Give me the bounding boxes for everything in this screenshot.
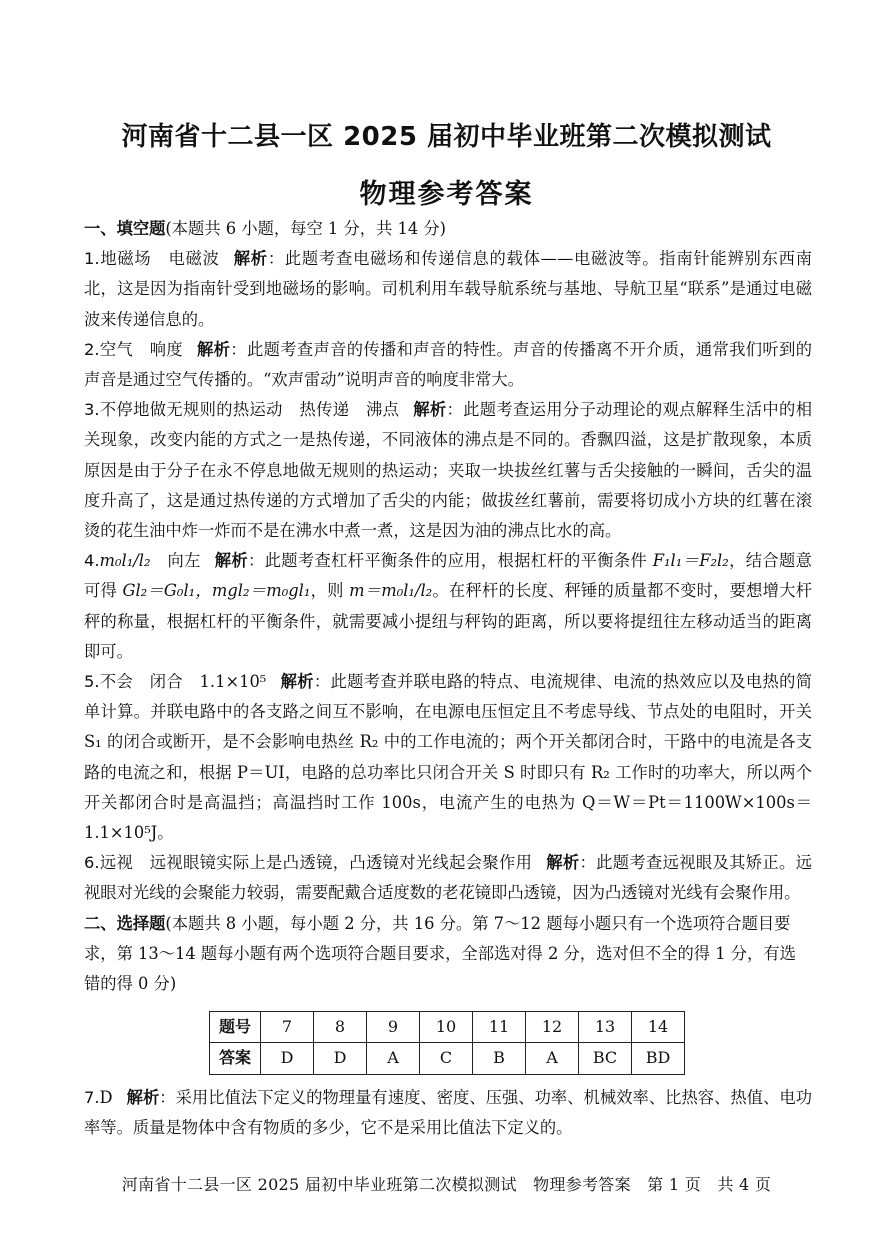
section-note: (本题共 8 小题，每小题 2 分，共 16 分。第 7～12 题每小题只有一个选项符合题目要求，第 13～14 题每小题有两个选项符合题目要求，全部选对得 2 分，选对但不全的得 1 分，有选错的得 0 分) (84, 913, 796, 994)
question-number: 2. (84, 339, 100, 359)
table-cell: BD (632, 1043, 685, 1074)
analysis-text: ，则 (310, 581, 350, 601)
table-cell: 11 (473, 1012, 526, 1043)
answer-body (84, 214, 812, 1143)
question-4 (84, 546, 812, 667)
question-answer: 不会 闭合 1.1×10⁵ (99, 672, 267, 692)
table-cell: A (526, 1043, 579, 1074)
section-name: 一、填空题 (84, 219, 166, 238)
question-5 (84, 667, 812, 848)
exam-title: 河南省十二县一区 2025 届初中毕业班第二次模拟测试 (121, 122, 772, 152)
analysis-label: 解析 (280, 672, 314, 692)
section-name: 二、选择题 (84, 913, 166, 933)
table-cell: C (420, 1043, 473, 1074)
analysis-text: ：此题考查运用分子动理论的观点解释生活中的相关现象，改变内能的方式之一是热传递，不同液体的沸点是不同的。香飘四溢，这是扩散现象，本质原因是由于分子在永不停息地做无规则的热运动；夹取一块拔丝红薯与舌尖接触的一瞬间，舌尖的温度升高了，这是通过热传递的方式增加了舌尖的内能；做拔丝红薯前，需要将切成小方块的红薯在滚烫的花生油中炸一炸而不是在沸水中煮一煮，这是因为油的沸点比水的高。 (84, 400, 812, 541)
analysis-text: ：此题考查杠杆平衡条件的应用，根据杠杆的平衡条件 (247, 551, 653, 571)
question-answer: 地磁场 电磁波 (99, 249, 220, 269)
analysis-label: 解析 (413, 400, 447, 420)
table-cell: D (261, 1043, 314, 1074)
table-row-numbers (210, 1012, 685, 1043)
analysis-text: ：采用比值法下定义的物理量有速度、密度、压强、功率、机械效率、比热容、热值、电功率等。质量是物体中含有物质的多少，它不是采用比值法下定义的。 (84, 1087, 812, 1137)
section-note: (本题共 6 小题，每空 1 分，共 14 分) (165, 219, 446, 238)
table-cell: 8 (314, 1012, 367, 1043)
question-answer: D (99, 1087, 113, 1107)
table-cell: 14 (632, 1012, 685, 1043)
analysis-text: 。在秤杆的长度、秤锤的质量都不变时，要想增大杆秤的称量，根据杠杆的平衡条件，就需要减小提纽与秤钩的距离，所以要将提纽往左移动适当的距离即可。 (84, 581, 812, 661)
question-1 (84, 244, 812, 335)
question-6 (84, 848, 812, 908)
analysis-text: ，结合题意可得 (84, 551, 812, 601)
formula: F₁l₁＝F₂l₂ (652, 551, 729, 571)
question-answer: 远视 远视眼镜实际上是凸透镜，凸透镜对光线起会聚作用 (99, 853, 533, 873)
section-multiple-choice (84, 909, 812, 1000)
table-cell: B (473, 1043, 526, 1074)
page-footer: 河南省十二县一区 2025 届初中毕业班第二次模拟测试 物理参考答案 第 1 页 共 4 页 (121, 1175, 772, 1194)
analysis-text: ：此题考查电磁场和传递信息的载体——电磁波等。指南针能辨别东西南北，这是因为指南针受到地磁场的影响。司机利用车载导航系统与基地、导航卫星“联系”是通过电磁波来传递信息的。 (84, 249, 812, 329)
question-number: 3. (84, 400, 100, 420)
question-answer: 不停地做无规则的热运动 热传递 沸点 (99, 400, 400, 420)
question-2 (84, 335, 812, 395)
analysis-label: 解析 (214, 551, 248, 571)
question-answer: 空气 响度 (99, 339, 184, 359)
analysis-label: 解析 (233, 249, 268, 269)
analysis-label: 解析 (197, 339, 231, 359)
question-number: 4. (84, 551, 100, 571)
table-cell: 10 (420, 1012, 473, 1043)
question-answer: 向左 (150, 551, 201, 571)
analysis-label: 解析 (126, 1087, 160, 1107)
table-header-cell: 答案 (210, 1043, 261, 1074)
question-number: 5. (84, 672, 100, 692)
table-cell: BC (579, 1043, 632, 1074)
analysis-text: ：此题考查并联电路的特点、电流规律、电流的热效应以及电热的简单计算。并联电路中的各支路之间互不影响，在电源电压恒定且不考虑导线、节点处的电阻时，开关 S₁ 的闭合或断开，是不会影响电热丝 R₂ 中的工作电流的；两个开关都闭合时，干路中的电流是各支路的电流之和，根据 P＝UI，电路的总功率比只闭合开关 S 时即只有 R₂ 工作时的功率大，所以两个开关都闭合时是高温挡；高温挡时工作 100s，电流产生的电热为 Q＝W＝Pt＝1100W×100s＝1.1×10⁵J。 (84, 672, 812, 843)
analysis-text: ：此题考查远视眼及其矫正。远视眼对光线的会聚能力较弱，需要配戴合适度数的老花镜即凸透镜，因为凸透镜对光线有会聚作用。 (84, 853, 812, 903)
table-cell: 7 (261, 1012, 314, 1043)
formula: Gl₂＝G₀l₁，mgl₂＝m₀gl₁ (122, 581, 311, 601)
table-cell: 9 (367, 1012, 420, 1043)
table-cell: D (314, 1043, 367, 1074)
question-number: 1. (84, 249, 100, 269)
answer-table (209, 1011, 685, 1074)
question-number: 7. (84, 1087, 100, 1107)
table-row-answers (210, 1043, 685, 1074)
document-subtitle: 物理参考答案 (359, 179, 534, 210)
table-header-cell: 题号 (210, 1012, 261, 1043)
formula: m＝m₀l₁/l₂ (349, 581, 433, 601)
question-3 (84, 395, 812, 546)
table-cell: A (367, 1043, 420, 1074)
section-fill-blank (84, 214, 812, 244)
analysis-text: ：此题考查声音的传播和声音的特性。声音的传播离不开介质，通常我们听到的声音是通过空气传播的。“欢声雷动”说明声音的响度非常大。 (84, 339, 812, 390)
table-cell: 12 (526, 1012, 579, 1043)
analysis-label: 解析 (546, 853, 580, 873)
table-cell: 13 (579, 1012, 632, 1043)
question-number: 6. (84, 853, 100, 873)
question-7 (84, 1083, 812, 1143)
question-answer-formula: m₀l₁/l₂ (99, 551, 151, 571)
